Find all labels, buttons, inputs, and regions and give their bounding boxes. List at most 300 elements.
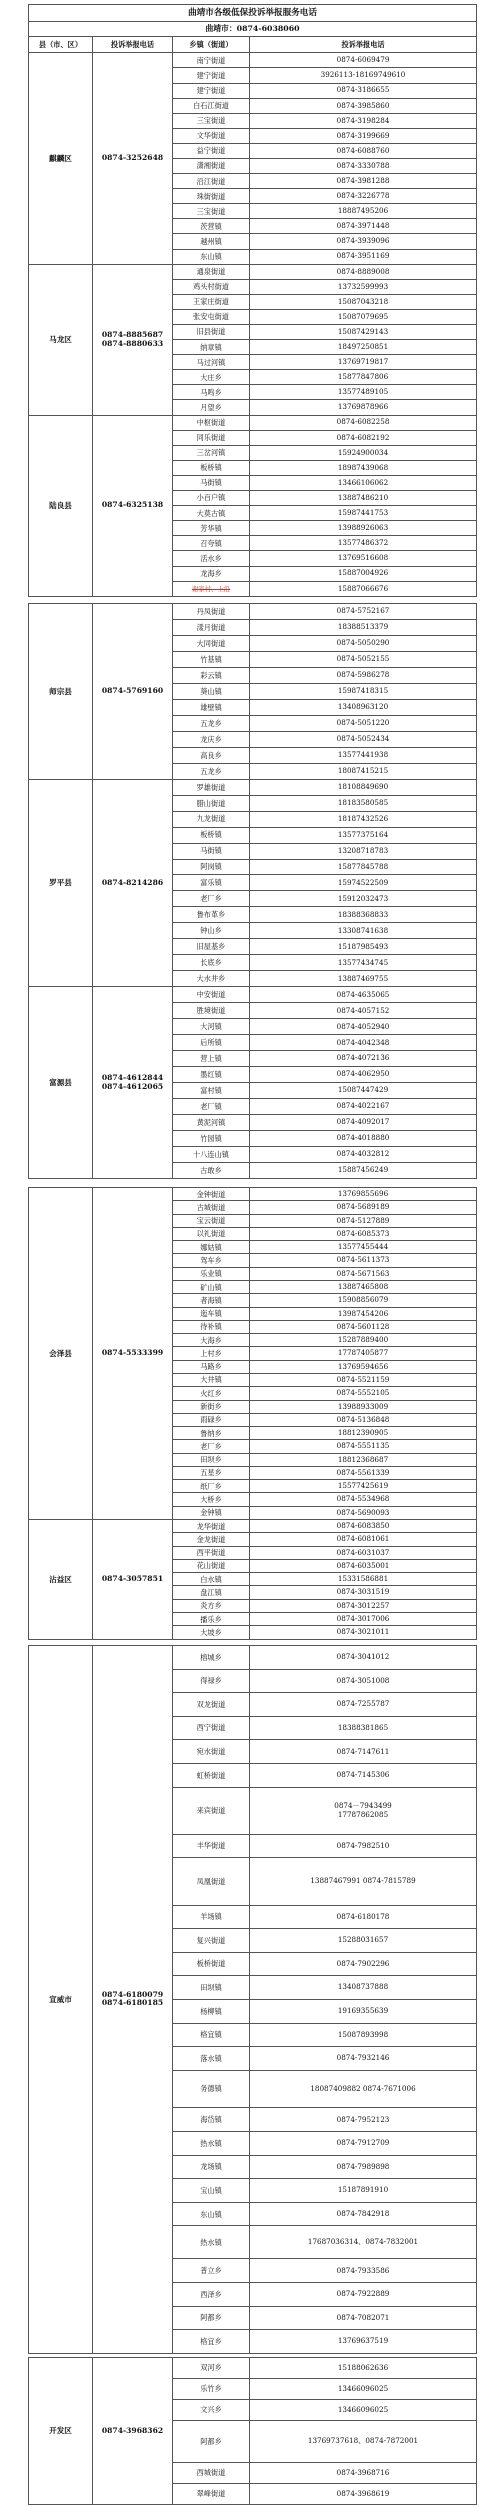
county-name: 沾益区 <box>29 1520 93 1640</box>
township-name: 田坝乡 <box>173 1453 250 1466</box>
township-name: 富村镇 <box>173 1083 250 1099</box>
township-phone: 0874-4022167 <box>250 1099 477 1115</box>
county-name: 陆良县 <box>29 415 93 596</box>
township-name: 雨碌乡 <box>173 1413 250 1426</box>
township-phone: 0874-3041012 <box>250 1646 477 1670</box>
township-name: 丰华街道 <box>173 1834 250 1858</box>
township-phone: 0874-3186655 <box>250 83 477 98</box>
township-name: 播乐乡 <box>173 1613 250 1626</box>
township-name: 大井镇 <box>173 1373 250 1386</box>
township-phone: 18987439068 <box>250 460 477 475</box>
township-phone: 15087079695 <box>250 309 477 324</box>
county-phone: 0874-5533399 <box>93 1188 173 1520</box>
township-name: 西城街道 <box>173 2463 250 2484</box>
township-phone: 13208718783 <box>250 843 477 859</box>
township-name: 南宁街道 <box>173 53 250 68</box>
township-phone: 15987418315 <box>250 683 477 699</box>
township-name: 热水镇 <box>173 2226 250 2259</box>
county-name: 马龙区 <box>29 264 93 415</box>
township-name: 热水镇 <box>173 2132 250 2156</box>
township-name: 凤凰街道 <box>173 1858 250 1905</box>
township-phone: 0874-3012257 <box>250 1599 477 1612</box>
township-phone: 15974522509 <box>250 875 477 891</box>
township-name: 黄泥河镇 <box>173 1115 250 1131</box>
township-name: 驾车乡 <box>173 1254 250 1267</box>
township-name: 龙海乡 <box>173 566 250 581</box>
township-phone: 0874-6085373 <box>250 1227 477 1240</box>
township-name: 翠峰街道 <box>173 2484 250 2505</box>
township-phone: 13308741638 <box>250 923 477 939</box>
township-name: 纳章镇 <box>173 340 250 355</box>
township-name: 金钟镇 <box>173 1506 250 1519</box>
table-row <box>29 1646 477 1670</box>
phone-table <box>28 1645 477 2354</box>
township-name: 大海乡 <box>173 1334 250 1347</box>
township-name: 文兴乡 <box>173 2400 250 2421</box>
township-phone: 0874-3951169 <box>250 249 477 264</box>
township-name: 羊场镇 <box>173 1905 250 1929</box>
township-phone: 0874-6083850 <box>250 1520 477 1533</box>
township-phone: 0874-3971448 <box>250 219 477 234</box>
township-name: 双河乡 <box>173 2358 250 2379</box>
township-phone: 13577486372 <box>250 536 477 551</box>
county-phone: 0874-5769160 <box>93 604 173 780</box>
township-phone: 18812390905 <box>250 1427 477 1440</box>
county-phone: 0874-6180079 0874-6180185 <box>93 1646 173 2354</box>
township-phone: 0874-3939096 <box>250 234 477 249</box>
township-phone: 0874-7912709 <box>250 2132 477 2156</box>
township-phone: 17687036314、0874-7832001 <box>250 2226 477 2259</box>
township-name: 五龙乡 <box>173 763 250 779</box>
township-name: 彩云镇 <box>173 667 250 683</box>
table-row <box>29 987 477 1003</box>
township-name: 老厂乡 <box>173 1440 250 1453</box>
township-phone: 0874-7255787 <box>250 1693 477 1717</box>
county-name: 会泽县 <box>29 1188 93 1520</box>
township-name: 越州镇 <box>173 234 250 249</box>
township-name: 竹基镇 <box>173 651 250 667</box>
township-name: 宝云街道 <box>173 1214 250 1227</box>
township-name: 双龙街道 <box>173 1693 250 1717</box>
county-name: 开发区 <box>29 2358 93 2505</box>
column-header: 投诉举报电话 <box>93 36 173 53</box>
township-phone: 15087429143 <box>250 325 477 340</box>
township-name: 十八连山镇 <box>173 1146 250 1162</box>
township-name: 复兴街道 <box>173 1929 250 1953</box>
township-phone: 13987454206 <box>250 1307 477 1320</box>
township-phone: 13769516608 <box>250 551 477 566</box>
township-name: 娜姑镇 <box>173 1241 250 1254</box>
township-name: 迤车镇 <box>173 1307 250 1320</box>
township-name: 务德镇 <box>173 2070 250 2108</box>
township-name: 张安屯街道 <box>173 309 250 324</box>
township-name: 龙场镇 <box>173 2155 250 2179</box>
township-name: 格宜镇 <box>173 2023 250 2047</box>
table-row <box>29 1520 477 1533</box>
township-phone: 15908856079 <box>250 1294 477 1307</box>
township-phone: 0874-7922889 <box>250 2283 477 2307</box>
township-name: 丹凤街道 <box>173 604 250 620</box>
township-phone: 0874-4052940 <box>250 1019 477 1035</box>
township-phone: 15987441753 <box>250 506 477 521</box>
township-name: 乐竹乡 <box>173 2379 250 2400</box>
township-phone: 0874-5752167 <box>250 604 477 620</box>
column-header: 县（市、区） <box>29 36 93 53</box>
township-phone: 0874-7842918 <box>250 2202 477 2226</box>
township-name: 大莫古镇 <box>173 506 250 521</box>
township-phone: 18388381865 <box>250 1716 477 1740</box>
phone-table <box>28 4 477 597</box>
township-phone: 13577375164 <box>250 827 477 843</box>
township-name: 火红乡 <box>173 1387 250 1400</box>
township-phone: 0874-5127889 <box>250 1214 477 1227</box>
township-name: 马街镇 <box>173 475 250 490</box>
township-name: 板桥镇 <box>173 460 250 475</box>
township-phone: 0874-5671563 <box>250 1267 477 1280</box>
township-phone: 13887465808 <box>250 1280 477 1293</box>
township-phone: 18087409882 0874-7671006 <box>250 2070 477 2108</box>
township-name: 东山镇 <box>173 2202 250 2226</box>
township-name: 王家庄街道 <box>173 294 250 309</box>
township-name: 宛水街道 <box>173 1740 250 1764</box>
township-name: 胜境街道 <box>173 1003 250 1019</box>
township-name: 三岔河镇 <box>173 445 250 460</box>
township-name: 待补镇 <box>173 1320 250 1333</box>
township-phone: 0874-3021011 <box>250 1626 477 1639</box>
township-phone: 0874-3051008 <box>250 1669 477 1693</box>
township-phone: 15331586881 <box>250 1573 477 1586</box>
township-phone: 15887066676 <box>250 581 477 596</box>
township-phone: 0874-3985860 <box>250 98 477 113</box>
township-phone: 13769719817 <box>250 355 477 370</box>
subtitle-row <box>29 21 477 36</box>
township-name: 板桥镇 <box>173 827 250 843</box>
township-name: 雄壁镇 <box>173 699 250 715</box>
township-phone: 18388368833 <box>250 907 477 923</box>
township-name: 西宁街道 <box>173 1716 250 1740</box>
township-name: 大庄乡 <box>173 370 250 385</box>
township-name: 罗雄街道 <box>173 779 250 795</box>
table-row <box>29 264 477 279</box>
township-phone: 15877845788 <box>250 859 477 875</box>
township-phone: 0874-6088760 <box>250 143 477 158</box>
township-name <box>173 581 250 596</box>
township-phone: 0874-5601128 <box>250 1320 477 1333</box>
township-phone: 0874-4062950 <box>250 1067 477 1083</box>
township-name: 落水镇 <box>173 2047 250 2071</box>
township-name: 宝山镇 <box>173 2179 250 2203</box>
township-name: 富乐镇 <box>173 875 250 891</box>
township-phone: 0874-4092017 <box>250 1115 477 1131</box>
township-name: 虹桥街道 <box>173 1763 250 1787</box>
township-name: 珠街街道 <box>173 189 250 204</box>
township-phone: 0874-6035001 <box>250 1559 477 1572</box>
township-phone: 0874-7952123 <box>250 2108 477 2132</box>
township-phone: 0874-6082258 <box>250 415 477 430</box>
township-phone: 15577425619 <box>250 1480 477 1493</box>
township-name: 上村乡 <box>173 1347 250 1360</box>
township-phone: 13577455444 <box>250 1241 477 1254</box>
township-name: 矿山镇 <box>173 1280 250 1293</box>
township-phone: 13988926063 <box>250 521 477 536</box>
township-name: 榕城乡 <box>173 1646 250 1670</box>
township-name: 马街镇 <box>173 843 250 859</box>
township-name: 花山街道 <box>173 1559 250 1572</box>
township-phone: 15287889400 <box>250 1334 477 1347</box>
county-phone: 0874-3252648 <box>93 53 173 264</box>
township-name: 板桥街道 <box>173 1952 250 1976</box>
township-phone: 0874-4635065 <box>250 987 477 1003</box>
township-phone: 13577489105 <box>250 385 477 400</box>
township-phone: 15187985493 <box>250 939 477 955</box>
township-phone: 0874－7943499 17787862085 <box>250 1787 477 1834</box>
township-name: 同乐街道 <box>173 430 250 445</box>
township-name: 马鸣乡 <box>173 385 250 400</box>
township-phone: 13732599993 <box>250 279 477 294</box>
township-phone: 18812368687 <box>250 1453 477 1466</box>
township-phone: 18887495206 <box>250 204 477 219</box>
county-phone: 0874-4612844 0874-4612065 <box>93 987 173 1179</box>
township-phone: 15087447429 <box>250 1083 477 1099</box>
county-phone: 0874-3057851 <box>93 1520 173 1640</box>
township-name: 旧屋基乡 <box>173 939 250 955</box>
township-name: 马过河镇 <box>173 355 250 370</box>
township-name: 龙庆乡 <box>173 731 250 747</box>
township-name: 三宝街道 <box>173 113 250 128</box>
township-phone: 0874-7982510 <box>250 1834 477 1858</box>
township-phone: 13769594656 <box>250 1360 477 1373</box>
township-name: 芳华镇 <box>173 521 250 536</box>
township-phone: 18187432526 <box>250 811 477 827</box>
township-phone: 0874-7082071 <box>250 2306 477 2330</box>
township-phone: 0874-3968619 <box>250 2484 477 2505</box>
township-phone: 15087893998 <box>250 2023 477 2047</box>
township-phone: 15912032473 <box>250 891 477 907</box>
county-name: 宣威市 <box>29 1646 93 2354</box>
township-phone: 0874-5561339 <box>250 1466 477 1479</box>
township-name: 腊山街道 <box>173 795 250 811</box>
township-name: 炎方乡 <box>173 1599 250 1612</box>
township-name: 大同街道 <box>173 635 250 651</box>
township-phone: 19169355639 <box>250 1999 477 2023</box>
township-phone: 0874-4018880 <box>250 1130 477 1146</box>
township-phone: 0874-5551135 <box>250 1440 477 1453</box>
township-phone: 13887469755 <box>250 971 477 987</box>
township-name: 潇湘街道 <box>173 158 250 173</box>
phone-table <box>28 1187 477 1640</box>
township-phone: 18108849690 <box>250 779 477 795</box>
township-name: 长底乡 <box>173 955 250 971</box>
township-name: 老厂乡 <box>173 891 250 907</box>
township-name: 田坝镇 <box>173 1976 250 2000</box>
township-phone: 13769878966 <box>250 400 477 415</box>
township-name: 阿岗镇 <box>173 859 250 875</box>
township-phone: 18183580585 <box>250 795 477 811</box>
township-phone: 13769855696 <box>250 1188 477 1201</box>
township-phone: 0874-3199669 <box>250 128 477 143</box>
township-phone: 15887004926 <box>250 566 477 581</box>
city-hotline: 曲靖市：0874-6038060 <box>29 21 477 36</box>
township-name: 三宝街道 <box>173 204 250 219</box>
township-phone: 0874-5611373 <box>250 1254 477 1267</box>
township-phone: 0874-6031037 <box>250 1546 477 1559</box>
township-name: 来宾街道 <box>173 1787 250 1834</box>
township-phone: 0874-5051220 <box>250 715 477 731</box>
township-name: 小百户镇 <box>173 491 250 506</box>
township-name: 高良乡 <box>173 747 250 763</box>
township-name: 大水井乡 <box>173 971 250 987</box>
township-name: 以礼街道 <box>173 1227 250 1240</box>
county-name: 罗平县 <box>29 779 93 987</box>
township-phone: 13887467991 0874-7815789 <box>250 1858 477 1905</box>
township-phone: 15877847806 <box>250 370 477 385</box>
column-header: 乡镇（街道） <box>173 36 250 53</box>
township-name: 鲁布革乡 <box>173 907 250 923</box>
township-name: 漾月街道 <box>173 619 250 635</box>
township-phone: 15887456249 <box>250 1162 477 1178</box>
township-phone: 0874-3968716 <box>250 2463 477 2484</box>
township-name: 龙华街道 <box>173 1520 250 1533</box>
township-phone: 15188062636 <box>250 2358 477 2379</box>
township-name: 者海镇 <box>173 1294 250 1307</box>
township-name: 格宜乡 <box>173 2330 250 2354</box>
township-phone: 13769737618、0874-7872001 <box>250 2421 477 2463</box>
township-name: 东山镇 <box>173 249 250 264</box>
township-name: 古敢乡 <box>173 1162 250 1178</box>
township-phone: 0874-5052155 <box>250 651 477 667</box>
township-phone: 0874-4042348 <box>250 1035 477 1051</box>
township-name: 金钟街道 <box>173 1188 250 1201</box>
struck-text: 谢家村、上沿 <box>191 584 231 593</box>
township-phone: 0874-3981288 <box>250 174 477 189</box>
county-phone: 0874-3968362 <box>93 2358 173 2505</box>
township-phone: 0874-4032812 <box>250 1146 477 1162</box>
township-phone: 18497250851 <box>250 340 477 355</box>
township-phone: 0874-3330788 <box>250 158 477 173</box>
township-name: 茨营镇 <box>173 219 250 234</box>
township-name: 五星乡 <box>173 1466 250 1479</box>
phone-table <box>28 603 477 1179</box>
township-phone: 0874-7902296 <box>250 1952 477 1976</box>
township-phone: 0874-5986278 <box>250 667 477 683</box>
township-phone: 0874-6069479 <box>250 53 477 68</box>
township-name: 白石江街道 <box>173 98 250 113</box>
township-phone: 13577434745 <box>250 955 477 971</box>
table-title: 曲靖市各级低保投诉举报服务电话 <box>29 5 477 22</box>
township-phone: 0874-3031519 <box>250 1586 477 1599</box>
township-phone: 13408963120 <box>250 699 477 715</box>
township-name: 纸厂乡 <box>173 1480 250 1493</box>
township-phone: 13577441938 <box>250 747 477 763</box>
township-phone: 3926113-18169749610 <box>250 68 477 83</box>
table-row <box>29 53 477 68</box>
township-name: 钟山乡 <box>173 923 250 939</box>
township-name: 竹园镇 <box>173 1130 250 1146</box>
township-phone: 0874-6180178 <box>250 1905 477 1929</box>
table-row <box>29 1188 477 1201</box>
township-phone: 13988933009 <box>250 1400 477 1413</box>
table-row <box>29 779 477 795</box>
township-phone: 0874-5689189 <box>250 1201 477 1214</box>
county-name: 师宗县 <box>29 604 93 780</box>
township-phone: 0874-8889008 <box>250 264 477 279</box>
township-name: 白水镇 <box>173 1573 250 1586</box>
township-name: 西平街道 <box>173 1546 250 1559</box>
township-name: 大桥乡 <box>173 1493 250 1506</box>
township-name: 古城街道 <box>173 1201 250 1214</box>
township-name: 建宁街道 <box>173 83 250 98</box>
township-name: 通泉街道 <box>173 264 250 279</box>
township-phone: 13466106062 <box>250 475 477 490</box>
county-phone: 0874-8214286 <box>93 779 173 987</box>
column-header: 投诉举报电话 <box>250 36 477 53</box>
table-row <box>29 2358 477 2379</box>
township-name: 月望乡 <box>173 400 250 415</box>
township-name: 中枢街道 <box>173 415 250 430</box>
township-phone: 0874-7147611 <box>250 1740 477 1764</box>
county-name: 富源县 <box>29 987 93 1179</box>
county-name: 麒麟区 <box>29 53 93 264</box>
township-phone: 0874-7145306 <box>250 1763 477 1787</box>
township-phone: 13466096025 <box>250 2400 477 2421</box>
township-name: 召夸镇 <box>173 536 250 551</box>
township-phone: 0874-5552105 <box>250 1387 477 1400</box>
township-name: 老厂镇 <box>173 1099 250 1115</box>
township-phone: 0874-3226778 <box>250 189 477 204</box>
township-phone: 18388513379 <box>250 619 477 635</box>
township-phone: 15187891910 <box>250 2179 477 2203</box>
township-phone: 0874-5052434 <box>250 731 477 747</box>
township-name: 盘江镇 <box>173 1586 250 1599</box>
township-name: 得禄乡 <box>173 1669 250 1693</box>
township-phone: 0874-3198284 <box>250 113 477 128</box>
township-name: 阿都乡 <box>173 2306 250 2330</box>
township-phone: 13466096025 <box>250 2379 477 2400</box>
township-phone: 17787405877 <box>250 1347 477 1360</box>
county-phone: 0874-6325138 <box>93 415 173 596</box>
township-name: 海岱镇 <box>173 2108 250 2132</box>
township-name: 活水乡 <box>173 551 250 566</box>
township-name: 文华街道 <box>173 128 250 143</box>
township-phone: 13887486210 <box>250 491 477 506</box>
township-phone: 0874-7932146 <box>250 2047 477 2071</box>
township-phone: 0874-5050290 <box>250 635 477 651</box>
township-phone: 15288031657 <box>250 1929 477 1953</box>
table-row <box>29 415 477 430</box>
township-name: 金龙街道 <box>173 1533 250 1546</box>
township-phone: 18087415215 <box>250 763 477 779</box>
township-name: 葵山镇 <box>173 683 250 699</box>
township-phone: 0874-6081061 <box>250 1533 477 1546</box>
county-phone: 0874-8885687 0874-8880633 <box>93 264 173 415</box>
township-name: 建宁街道 <box>173 68 250 83</box>
township-name: 新街乡 <box>173 1400 250 1413</box>
township-phone: 0874-4057152 <box>250 1003 477 1019</box>
township-phone: 0874-6082192 <box>250 430 477 445</box>
phone-table <box>28 2357 477 2505</box>
township-name: 乐业镇 <box>173 1267 250 1280</box>
township-phone: 0874-5136848 <box>250 1413 477 1426</box>
township-name: 阿都乡 <box>173 2421 250 2463</box>
township-name: 大坡乡 <box>173 1626 250 1639</box>
township-name: 墨红镇 <box>173 1067 250 1083</box>
township-name: 后所镇 <box>173 1035 250 1051</box>
township-name: 普立乡 <box>173 2259 250 2283</box>
header-row <box>29 36 477 53</box>
township-name: 大河镇 <box>173 1019 250 1035</box>
table-row <box>29 604 477 620</box>
township-name: 营上镇 <box>173 1051 250 1067</box>
